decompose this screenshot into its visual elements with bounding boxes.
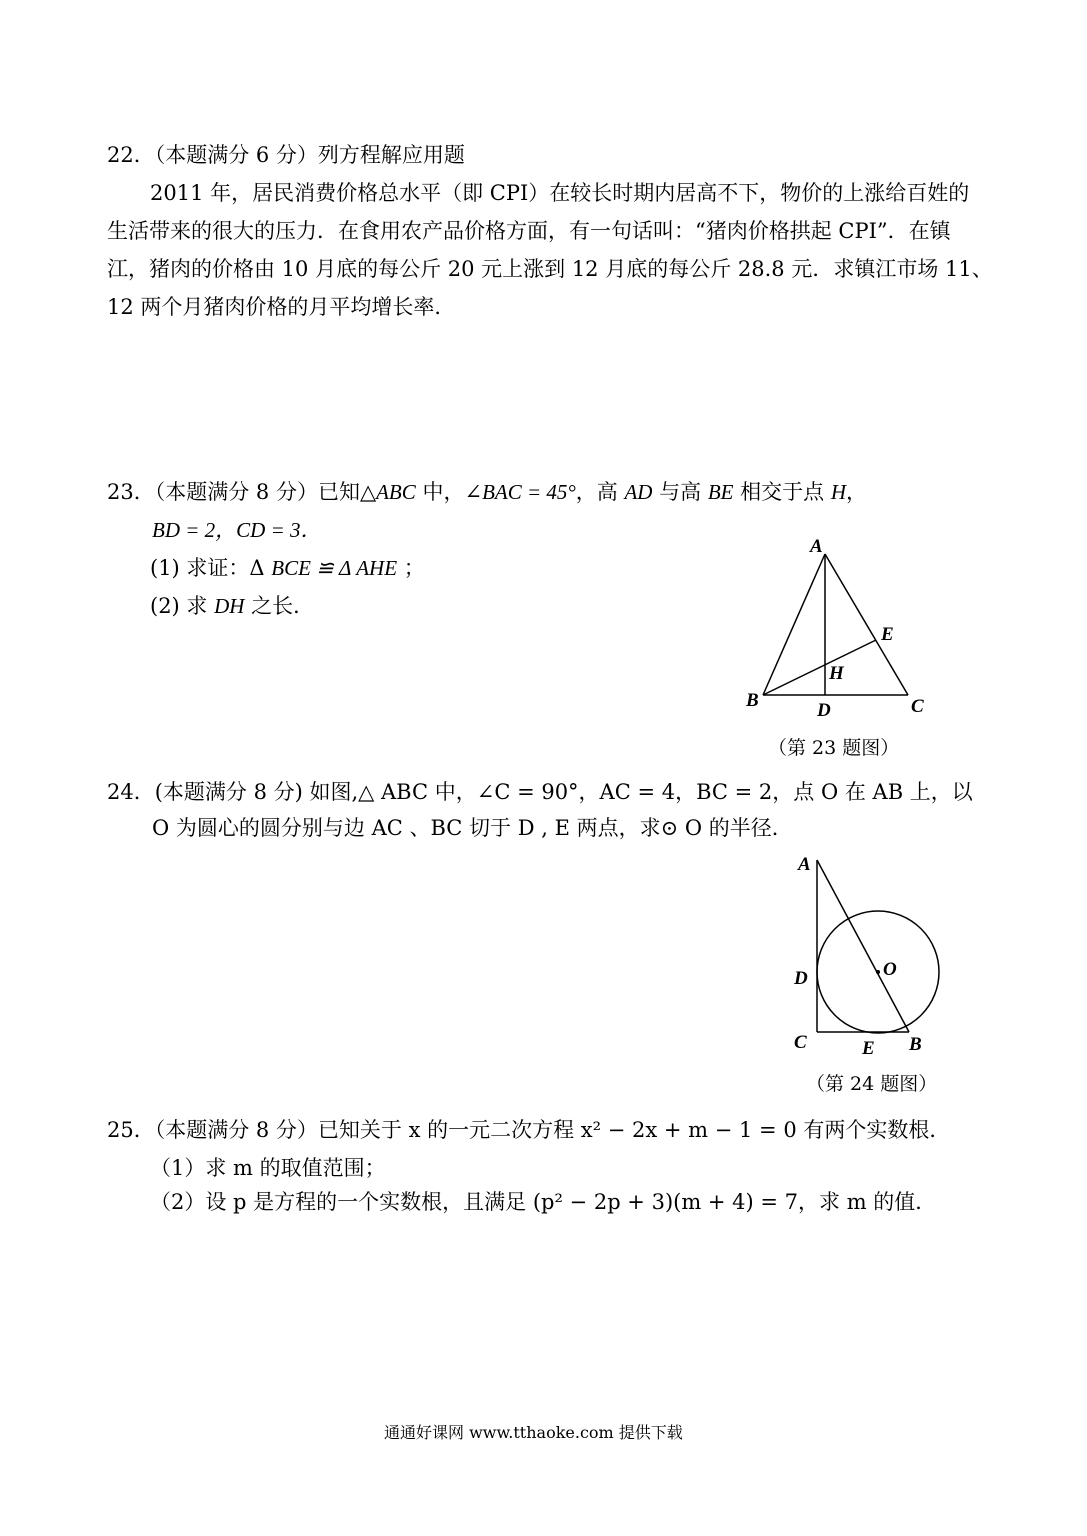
q23-text: 中， — [415, 480, 465, 504]
q23-number: 23． — [107, 480, 155, 504]
q24-line-2: O 为圆心的圆分别与边 AC 、BC 切于 D , E 两点，求⊙ O 的半径． — [152, 816, 793, 840]
q23-figure-caption: （第 23 题图） — [768, 737, 900, 759]
q23-altitude-ad: AD — [624, 480, 653, 504]
q23-label-h: H — [829, 663, 844, 684]
q23-points: （本题满分 8 分） — [154, 480, 318, 504]
q24-label-c: C — [794, 1032, 807, 1053]
q25-subquestion-1: （1）求 m 的取值范围； — [150, 1156, 386, 1180]
q23-text: 已知△ — [317, 480, 377, 504]
q25-subquestion-2: （2）设 p 是方程的一个实数根，且满足 (p² − 2p + 3)(m + 4) = 7，求 m 的值． — [150, 1190, 937, 1214]
q23-sub2-prefix: (2) 求 — [150, 594, 215, 618]
q23-conditions: BD = 2，CD = 3． — [152, 518, 322, 542]
q24-label-b: B — [909, 1034, 922, 1054]
q25-line-1: 25．（本题满分 8 分）已知关于 x 的一元二次方程 x² − 2x + m − 1 = 0 有两个实数根． — [107, 1118, 951, 1142]
q23-sub2-suffix: 之长． — [244, 594, 315, 618]
q24-label-o: O — [883, 959, 897, 980]
q23-sub1-suffix: ； — [397, 556, 425, 580]
q23-subquestion-1 — [150, 555, 425, 581]
page-footer: 通通好课网 www.tthaoke.com 提供下载 — [384, 1423, 683, 1442]
q23-edge-ab — [763, 554, 825, 695]
q24-figure — [782, 842, 948, 1054]
q24-label-e: E — [862, 1038, 875, 1054]
q23-sub1-prefix: (1) 求证：Δ — [150, 556, 272, 580]
q23-label-a: A — [810, 536, 823, 557]
q23-sub2-math: DH — [214, 594, 245, 618]
q24-figure-caption: （第 24 题图） — [806, 1073, 938, 1095]
q24-label-d: D — [794, 968, 808, 989]
q23-sub1-math: BCE ≌ Δ AHE — [271, 556, 398, 580]
q23-altitude-be: BE — [707, 480, 734, 504]
q23-label-e: E — [881, 624, 894, 645]
q22-line-2: 生活带来的很大的压力．在食用农产品价格方面，有一句话叫：“猪肉价格拱起 CPI”．在镇 — [107, 219, 951, 243]
q23-text: 与高 — [652, 480, 708, 504]
q23-text: ， — [846, 480, 868, 504]
q24-center-dot — [876, 970, 880, 974]
q23-label-c: C — [911, 696, 924, 717]
q22-line-1: 2011 年，居民消费价格总水平（即 CPI）在较长时期内居高不下，物价的上涨给百姓的 — [150, 181, 970, 205]
q23-altitude-line-be — [763, 640, 876, 695]
q22-line-4: 12 两个月猪肉价格的月平均增长率． — [107, 295, 456, 319]
q23-angle: ∠BAC = 45° — [464, 480, 576, 504]
q23-text: ，高 — [575, 480, 625, 504]
q23-figure — [736, 522, 938, 732]
q22-line-3: 江，猪肉的价格由 10 月底的每公斤 20 元上涨到 12 月底的每公斤 28.8 元．求镇江市场 11、 — [107, 257, 993, 281]
q23-text: 相交于点 — [733, 480, 831, 504]
q24-line-1: 24．(本题满分 8 分) 如图,△ ABC 中，∠C = 90°，AC = 4，BC = 2，点 O 在 AB 上，以 — [107, 780, 973, 804]
q24-edge-ab — [817, 860, 909, 1032]
q23-statement — [107, 479, 867, 505]
q23-label-d: D — [817, 700, 831, 721]
q23-subquestion-2 — [150, 593, 314, 619]
q24-label-a: A — [798, 854, 811, 875]
q23-point-h: H — [830, 480, 847, 504]
q23-triangle: ABC — [376, 480, 416, 504]
q23-label-b: B — [746, 690, 759, 711]
q22-header: 22．（本题满分 6 分）列方程解应用题 — [107, 143, 465, 167]
